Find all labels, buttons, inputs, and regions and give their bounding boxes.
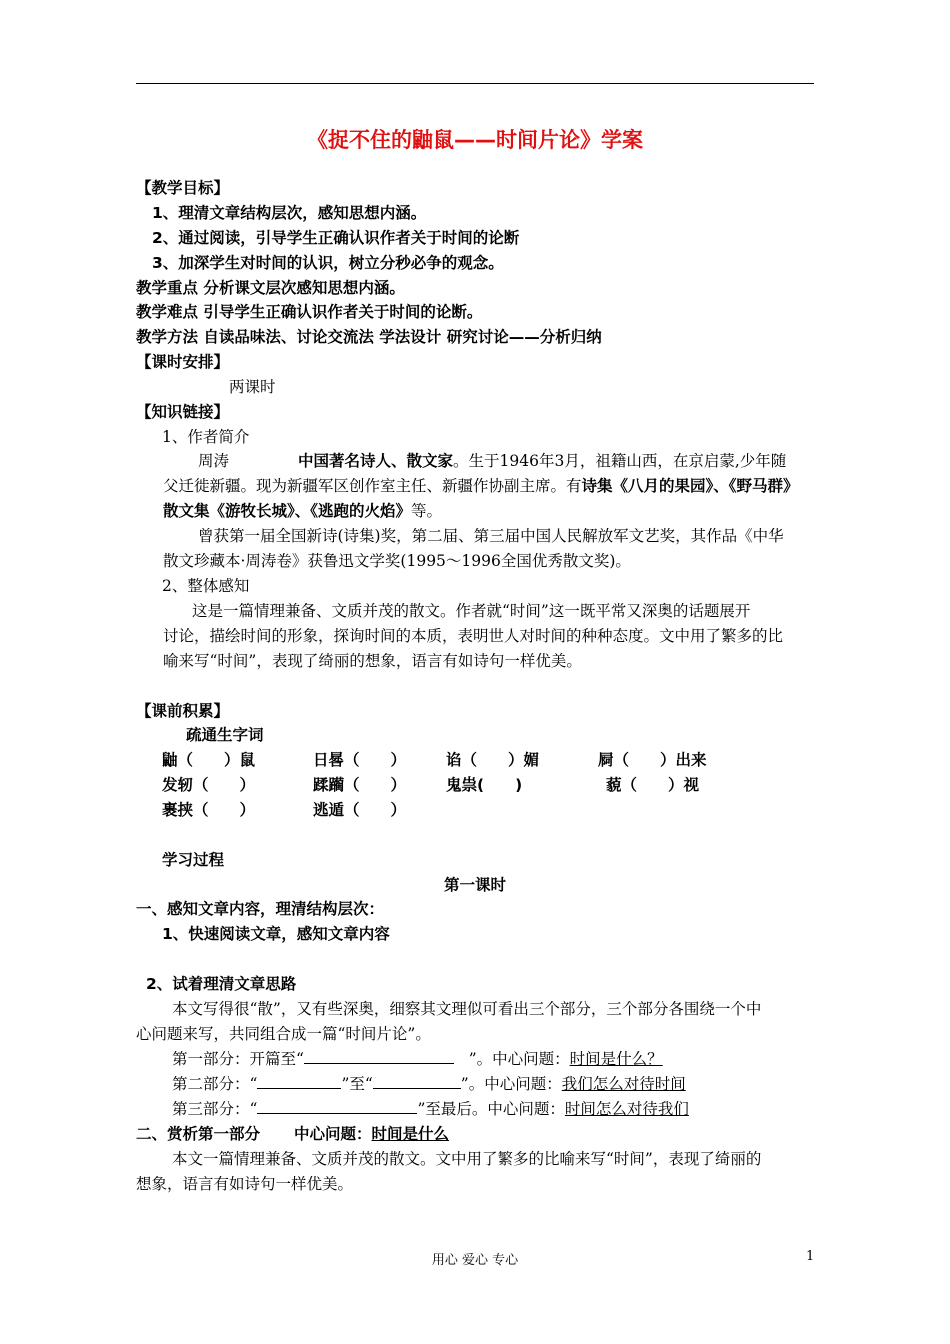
author-bio-line: 中国著名诗人、散文家。生于1946年3月，祖籍山西，在京启蒙,少年随 xyxy=(298,452,787,470)
document-title: 《捉不住的鼬鼠——时间片论》学案 xyxy=(307,128,643,152)
objective-item: 1、理清文章结构层次，感知思想内涵。 xyxy=(152,204,427,222)
part1-heading: 一、感知文章内容，理清结构层次： xyxy=(136,900,385,918)
author-heading: 1、作者简介 xyxy=(162,428,250,446)
process-heading: 学习过程 xyxy=(162,851,225,869)
objective-item: 3、加深学生对时间的认识，树立分秒必争的观念。 xyxy=(152,254,504,272)
overall-text: 讨论，描绘时间的形象，探询时间的本质，表明世人对时间的种种态度。文中用了繁多的比 xyxy=(163,627,784,645)
footer-text: 用心 爱心 专心 xyxy=(431,1253,519,1268)
vocab-item: 谄（ ）媚 xyxy=(446,751,540,769)
central-question: 时间怎么对待我们 xyxy=(564,1100,689,1118)
objective-item: 2、通过阅读，引导学生正确认识作者关于时间的论断 xyxy=(152,229,520,247)
schedule-value: 两课时 xyxy=(229,378,276,396)
difficulty: 教学难点 引导学生正确认识作者关于时间的论断。 xyxy=(136,303,483,321)
para-text: 想象，语言有如诗句一样优美。 xyxy=(136,1175,354,1193)
prose-works: 散文集《游牧长城》、《逃跑的火焰》 xyxy=(163,502,412,520)
overall-heading: 2、整体感知 xyxy=(162,577,250,595)
fill-blank[interactable] xyxy=(373,1074,461,1089)
fill-blank[interactable] xyxy=(304,1049,454,1064)
author-name: 周涛 xyxy=(198,452,230,470)
knowledge-heading: 【知识链接】 xyxy=(136,403,230,421)
vocab-item: 屙（ ）出来 xyxy=(598,751,707,769)
overall-text: 喻来写“时间”，表现了绮丽的想象，语言有如诗句一样优美。 xyxy=(163,652,582,670)
vocab-item: 日晷（ ） xyxy=(313,751,407,769)
lesson-heading: 第一课时 xyxy=(443,876,506,894)
vocab-item: 逃遁（ ） xyxy=(313,801,407,819)
para-text: 本文一篇情理兼备、文质并茂的散文。文中用了繁多的比喻来写“时间”，表现了绮丽的 xyxy=(172,1150,762,1168)
schedule-heading: 【课时安排】 xyxy=(136,353,230,371)
author-bio-line: 父迁徙新疆。现为新疆军区创作室主任、新疆作协副主席。有诗集《八月的果园》、《野马群》 xyxy=(163,477,799,495)
outline-row-3: 第三部分：“ ”至最后。中心问题：时间怎么对待我们 xyxy=(172,1100,689,1118)
awards-line: 曾获第一届全国新诗(诗集)奖，第二届、第三届中国人民解放军文艺奖，其作品《中华 xyxy=(198,527,784,545)
para-text: 心问题来写，共同组合成一篇“时间片论”。 xyxy=(136,1025,431,1043)
vocab-item: 裹挟（ ） xyxy=(162,801,256,819)
outline-row-1: 第一部分：开篇至“ ”。中心问题：时间是什么？ xyxy=(172,1050,663,1068)
preview-heading: 【课前积累】 xyxy=(136,702,230,720)
vocab-item: 蹂躏（ ） xyxy=(313,776,407,794)
header-rule xyxy=(136,83,814,84)
step2: 2、试着理清文章思路 xyxy=(146,975,297,993)
vocab-item: 发轫（ ） xyxy=(162,776,256,794)
overall-text: 这是一篇情理兼备、文质并茂的散文。作者就“时间”这一既平常又深奥的话题展开 xyxy=(192,602,751,620)
preview-sub: 疏通生字词 xyxy=(186,726,264,744)
para-text: 本文写得很“散”，又有些深奥，细察其文理似可看出三个部分，三个部分各围绕一个中 xyxy=(172,1000,762,1018)
author-bio-line: 散文集《游牧长城》、《逃跑的火焰》等。 xyxy=(163,502,443,520)
vocab-item: 藐（ ）视 xyxy=(606,776,700,794)
key-point: 教学重点 分析课文层次感知思想内涵。 xyxy=(136,279,405,297)
central-question: 我们怎么对待时间 xyxy=(561,1075,686,1093)
fill-blank[interactable] xyxy=(257,1099,417,1114)
step1: 1、快速阅读文章，感知文章内容 xyxy=(162,925,390,943)
fill-blank[interactable] xyxy=(257,1074,341,1089)
part2-heading: 二、赏析第一部分 中心问题：时间是什么 xyxy=(136,1125,450,1143)
awards-line: 散文珍藏本·周涛卷》获鲁迅文学奖(1995～1996全国优秀散文奖)。 xyxy=(163,552,631,570)
central-question: 时间是什么？ xyxy=(569,1050,663,1068)
outline-row-2: 第二部分：“ ”至“ ”。中心问题：我们怎么对待时间 xyxy=(172,1075,686,1093)
vocab-item: 鬼祟( ) xyxy=(446,776,523,794)
author-title: 中国著名诗人、散文家 xyxy=(298,452,454,470)
vocab-item: 鼬（ ）鼠 xyxy=(162,751,256,769)
poetry-works: 诗集《八月的果园》、《野马群》 xyxy=(581,477,799,495)
page-number: 1 xyxy=(806,1249,815,1264)
objectives-heading: 【教学目标】 xyxy=(136,179,230,197)
method: 教学方法 自读品味法、讨论交流法 学法设计 研究讨论——分析归纳 xyxy=(136,328,602,346)
central-question: 时间是什么 xyxy=(371,1125,450,1143)
